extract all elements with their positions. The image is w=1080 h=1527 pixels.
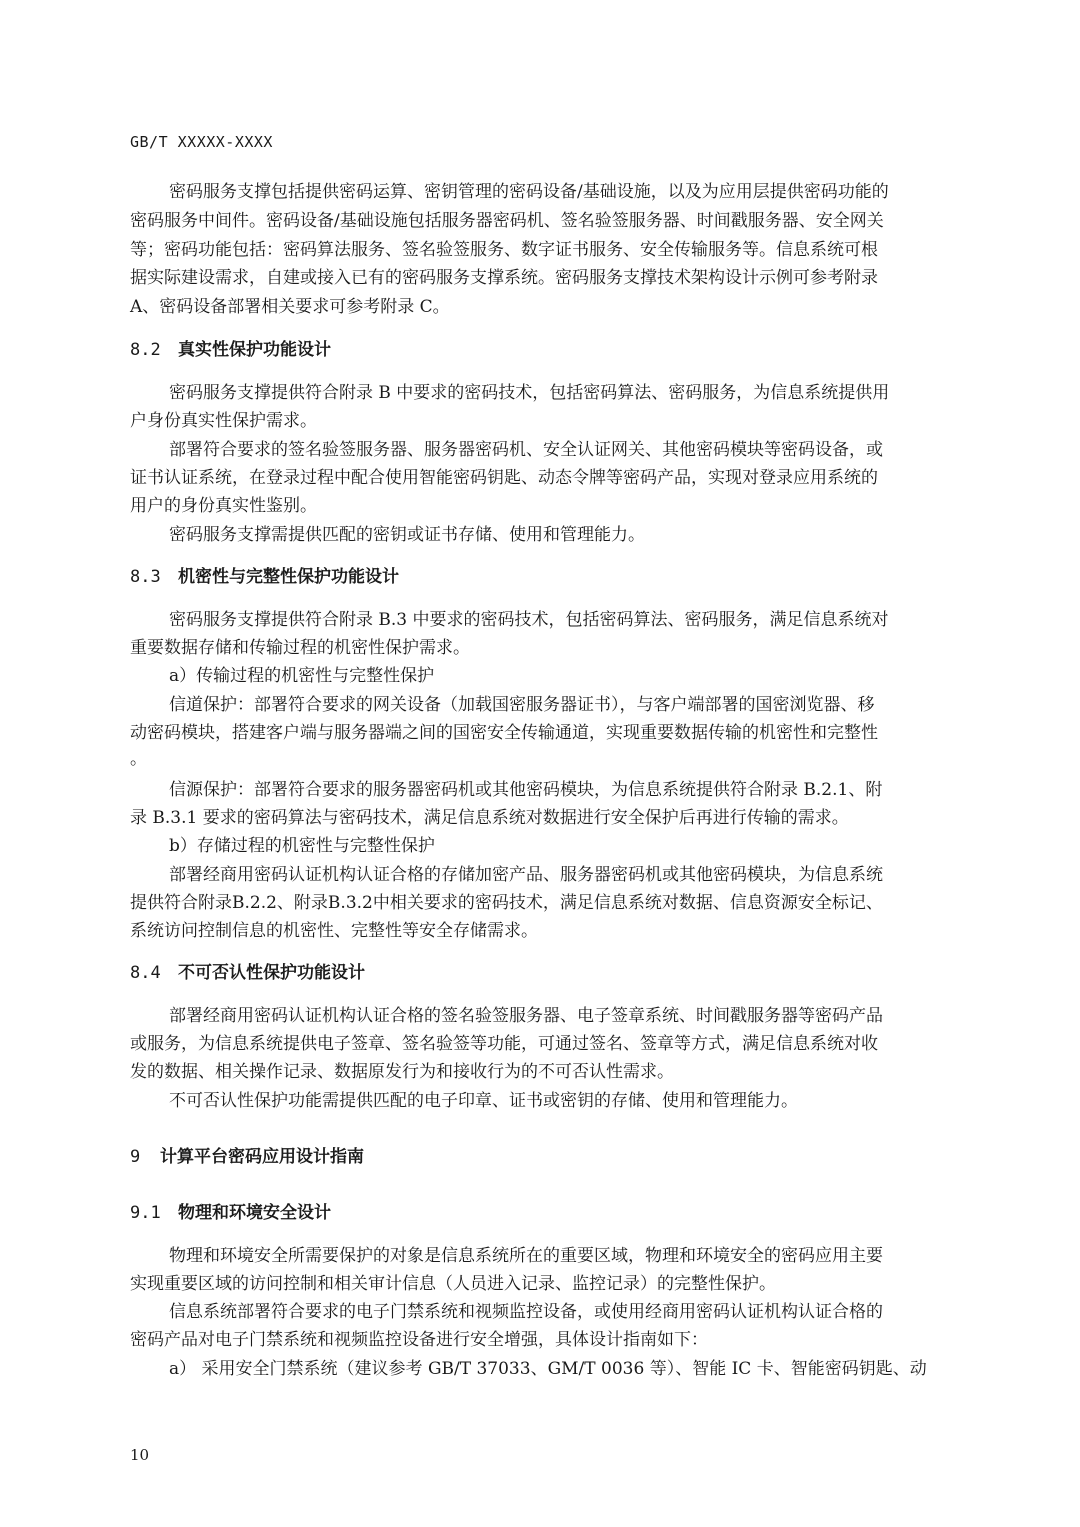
chapter-heading-9 bbox=[130, 1143, 364, 1171]
paragraph-line: 物理和环境安全所需要保护的对象是信息系统所在的重要区域，物理和环境安全的密码应用主要 bbox=[169, 1246, 883, 1266]
paragraph-line: 系统访问控制信息的机密性、完整性等安全存储需求。 bbox=[130, 921, 538, 941]
paragraph-line: 密码服务支撑提供符合附录 B.3 中要求的密码技术，包括密码算法、密码服务，满足信息系统对 bbox=[169, 610, 889, 630]
paragraph-line: 密码服务支撑需提供匹配的密钥或证书存储、使用和管理能力。 bbox=[169, 525, 645, 545]
paragraph-line: 密码服务支撑包括提供密码运算、密钥管理的密码设备/基础设施，以及为应用层提供密码功能的 bbox=[169, 182, 889, 202]
paragraph-line: 部署符合要求的签名验签服务器、服务器密码机、安全认证网关、其他密码模块等密码设备，或 bbox=[169, 440, 883, 460]
section-title: 不可否认性保护功能设计 bbox=[178, 963, 365, 983]
paragraph-line: 密码产品对电子门禁系统和视频监控设备进行安全增强，具体设计指南如下： bbox=[130, 1330, 708, 1350]
paragraph-line: 户身份真实性保护需求。 bbox=[130, 411, 317, 431]
chapter-number: 9 bbox=[130, 1147, 141, 1167]
paragraph-line: 发的数据、相关操作记录、数据原发行为和接收行为的不可否认性需求。 bbox=[130, 1062, 674, 1082]
section-number: 8.3 bbox=[130, 567, 161, 587]
paragraph-line: 证书认证系统，在登录过程中配合使用智能密码钥匙、动态令牌等密码产品，实现对登录应用系统的 bbox=[130, 468, 878, 488]
paragraph-line: 重要数据存储和传输过程的机密性保护需求。 bbox=[130, 638, 470, 658]
list-item-label: a）传输过程的机密性与完整性保护 bbox=[169, 666, 435, 686]
section-heading-8-3 bbox=[130, 563, 399, 591]
section-title: 机密性与完整性保护功能设计 bbox=[178, 567, 399, 587]
section-heading-8-2 bbox=[130, 336, 331, 364]
paragraph-line: 实现重要区域的访问控制和相关审计信息（人员进入记录、监控记录）的完整性保护。 bbox=[130, 1274, 776, 1294]
paragraph-line: 信道保护：部署符合要求的网关设备（加载国密服务器证书），与客户端部署的国密浏览器、移 bbox=[169, 695, 875, 715]
chapter-title: 计算平台密码应用设计指南 bbox=[160, 1147, 364, 1167]
section-number: 8.4 bbox=[130, 963, 161, 983]
paragraph-line: 密码服务中间件。密码设备/基础设施包括服务器密码机、签名验签服务器、时间戳服务器、安全网关 bbox=[130, 211, 884, 231]
paragraph-line: 密码服务支撑提供符合附录 B 中要求的密码技术，包括密码算法、密码服务，为信息系统提供用 bbox=[169, 383, 890, 403]
paragraph-line: 。 bbox=[130, 749, 147, 769]
list-item-label: b）存储过程的机密性与完整性保护 bbox=[169, 836, 435, 856]
paragraph-line: 不可否认性保护功能需提供匹配的电子印章、证书或密钥的存储、使用和管理能力。 bbox=[169, 1091, 798, 1111]
list-item-label: a） 采用安全门禁系统（建议参考 GB/T 37033、GM/T 0036 等）、智能 IC 卡、智能密码钥匙、动 bbox=[169, 1359, 927, 1379]
paragraph-line: 部署经商用密码认证机构认证合格的存储加密产品、服务器密码机或其他密码模块，为信息系统 bbox=[169, 865, 883, 885]
paragraph-line: 据实际建设需求，自建或接入已有的密码服务支撑系统。密码服务支撑技术架构设计示例可参考附录 bbox=[130, 268, 878, 288]
paragraph-line: 信息系统部署符合要求的电子门禁系统和视频监控设备，或使用经商用密码认证机构认证合格的 bbox=[169, 1302, 883, 1322]
paragraph-line: 部署经商用密码认证机构认证合格的签名验签服务器、电子签章系统、时间戳服务器等密码产品 bbox=[169, 1006, 883, 1026]
paragraph-line: 用户的身份真实性鉴别。 bbox=[130, 496, 317, 516]
section-number: 8.2 bbox=[130, 340, 161, 360]
section-number: 9.1 bbox=[130, 1203, 161, 1223]
paragraph-line: 动密码模块，搭建客户端与服务器端之间的国密安全传输通道，实现重要数据传输的机密性和完整性 bbox=[130, 723, 878, 743]
paragraph-line: 或服务，为信息系统提供电子签章、签名验签等功能，可通过签名、签章等方式，满足信息系统对收 bbox=[130, 1034, 878, 1054]
section-title: 真实性保护功能设计 bbox=[178, 340, 331, 360]
section-title: 物理和环境安全设计 bbox=[178, 1203, 331, 1223]
paragraph-line: A、密码设备部署相关要求可参考附录 C。 bbox=[130, 297, 450, 317]
paragraph-line: 提供符合附录B.2.2、附录B.3.2中相关要求的密码技术，满足信息系统对数据、信息资源安全标记、 bbox=[130, 893, 883, 913]
section-heading-8-4 bbox=[130, 959, 365, 987]
page-number: 10 bbox=[130, 1446, 150, 1464]
paragraph-line: 信源保护：部署符合要求的服务器密码机或其他密码模块，为信息系统提供符合附录 B.2.1、附 bbox=[169, 780, 883, 800]
section-heading-9-1 bbox=[130, 1199, 331, 1227]
document-header: GB/T XXXXX-XXXX bbox=[130, 133, 273, 151]
paragraph-line: 录 B.3.1 要求的密码算法与密码技术，满足信息系统对数据进行安全保护后再进行传输的需求。 bbox=[130, 808, 849, 828]
paragraph-line: 等；密码功能包括：密码算法服务、签名验签服务、数字证书服务、安全传输服务等。信息系统可根 bbox=[130, 240, 878, 260]
